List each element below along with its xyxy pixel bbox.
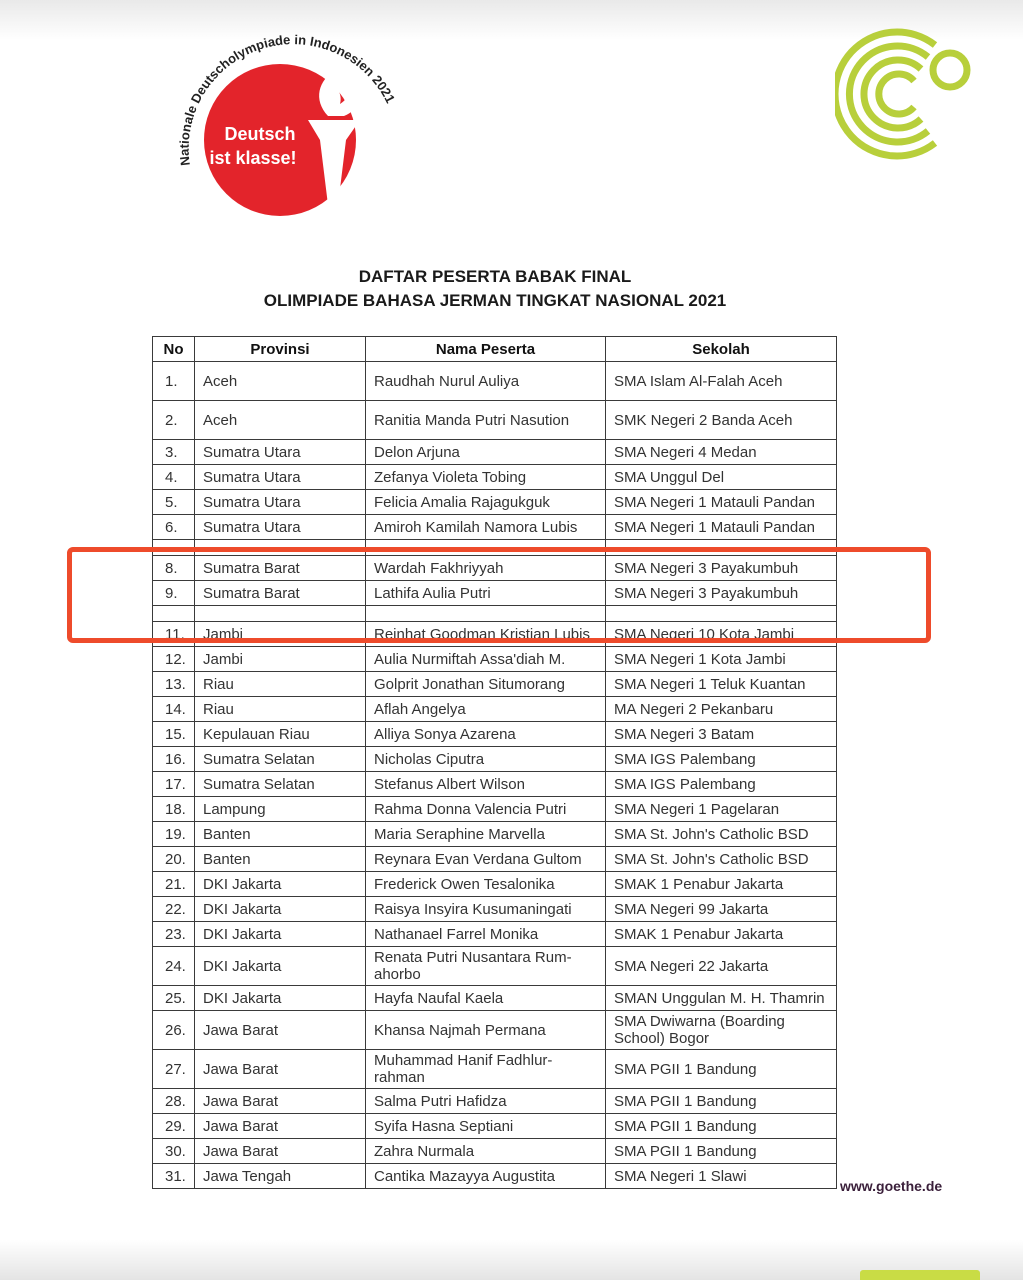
header-nama: Nama Peserta (366, 337, 606, 362)
table-row (153, 947, 837, 986)
table-row (153, 490, 837, 515)
table-row (153, 697, 837, 722)
cell-nama: Syifa Hasna Septiani (366, 1114, 606, 1139)
cell-provinsi: Banten (195, 847, 366, 872)
cell-provinsi: DKI Jakarta (195, 986, 366, 1011)
cell-provinsi: Jawa Barat (195, 1089, 366, 1114)
title-line-1: DAFTAR PESERTA BABAK FINAL (358, 267, 632, 286)
cell-sekolah: SMA PGII 1 Bandung (606, 1114, 837, 1139)
table-row (153, 897, 837, 922)
cell-provinsi: Sumatra Selatan (195, 747, 366, 772)
table-row (153, 1139, 837, 1164)
cell-provinsi: Jawa Barat (195, 1050, 366, 1089)
cell-nama: Salma Putri Hafidza (366, 1089, 606, 1114)
header-no: No (153, 337, 195, 362)
cell-no: 21. (153, 872, 195, 897)
cell-nama: Raudhah Nurul Auliya (366, 362, 606, 401)
cell-nama: Reinhat Goodman Kristian Lubis (366, 622, 606, 647)
cell-nama: Aulia Nurmiftah Assa'diah M. (366, 647, 606, 672)
cell-nama: Alliya Sonya Azarena (366, 722, 606, 747)
cell-nama: Ranitia Manda Putri Nasution (366, 401, 606, 440)
bottom-logo-strip (860, 1270, 980, 1280)
table-row (153, 1050, 837, 1089)
cell-provinsi: Jawa Barat (195, 1114, 366, 1139)
table-row (153, 797, 837, 822)
cell-nama: Cantika Mazayya Augustita (366, 1164, 606, 1189)
cell-sekolah: MA Negeri 2 Pekanbaru (606, 697, 837, 722)
cell-provinsi: Aceh (195, 362, 366, 401)
cell-no: 30. (153, 1139, 195, 1164)
header-sekolah: Sekolah (606, 337, 837, 362)
cell-no: 29. (153, 1114, 195, 1139)
logo-slogan-line1: Deutsch (224, 124, 296, 144)
cell-no: 24. (153, 947, 195, 986)
cell-sekolah: SMA PGII 1 Bandung (606, 1139, 837, 1164)
table-row (153, 515, 837, 540)
cell-sekolah: SMA St. John's Catholic BSD (606, 847, 837, 872)
cell-nama: Lathifa Aulia Putri (366, 581, 606, 606)
table-row (153, 440, 837, 465)
cell-no: 25. (153, 986, 195, 1011)
cell-no: 1. (153, 362, 195, 401)
logo-arc-text: Nationale Deutscholympiade in Indonesien 2021 (176, 32, 399, 167)
cell-sekolah: SMAK 1 Penabur Jakarta (606, 872, 837, 897)
cell-provinsi: Banten (195, 822, 366, 847)
table-row (153, 772, 837, 797)
header-provinsi: Provinsi (195, 337, 366, 362)
cell-sekolah: SMA Negeri 10 Kota Jambi (606, 622, 837, 647)
cell-sekolah: SMA Negeri 1 Teluk Kuantan (606, 672, 837, 697)
cell-sekolah: SMA St. John's Catholic BSD (606, 822, 837, 847)
table-row (153, 847, 837, 872)
cell-sekolah: SMA PGII 1 Bandung (606, 1050, 837, 1089)
cell-nama: Nathanael Farrel Monika (366, 922, 606, 947)
cell-nama: Nicholas Ciputra (366, 747, 606, 772)
cell-no: 26. (153, 1011, 195, 1050)
cell-nama: Stefanus Albert Wilson (366, 772, 606, 797)
goethe-website-link[interactable]: www.goethe.de (840, 1178, 943, 1194)
cell-no: 13. (153, 672, 195, 697)
cell-nama: Zahra Nurmala (366, 1139, 606, 1164)
cell-no: 3. (153, 440, 195, 465)
cell-sekolah: SMA Negeri 3 Payakumbuh (606, 581, 837, 606)
table-row (153, 1114, 837, 1139)
table-row (153, 1089, 837, 1114)
cell-no: 9. (153, 581, 195, 606)
cell-sekolah: SMA Negeri 1 Slawi (606, 1164, 837, 1189)
cell-nama: Muhammad Hanif Fadhlur-rahman (366, 1050, 606, 1089)
table-row (153, 986, 837, 1011)
cell-provinsi: Lampung (195, 797, 366, 822)
cell-provinsi: Jawa Tengah (195, 1164, 366, 1189)
cell-nama: Amiroh Kamilah Namora Lubis (366, 515, 606, 540)
cell-nama: Maria Seraphine Marvella (366, 822, 606, 847)
cell-sekolah: SMA Unggul Del (606, 465, 837, 490)
cell-nama: Felicia Amalia Rajagukguk (366, 490, 606, 515)
cell-provinsi: Sumatra Selatan (195, 772, 366, 797)
cell-sekolah: SMA PGII 1 Bandung (606, 1089, 837, 1114)
cell-no: 19. (153, 822, 195, 847)
cell-nama: Delon Arjuna (366, 440, 606, 465)
cell-provinsi: Riau (195, 672, 366, 697)
cell-no: 11. (153, 622, 195, 647)
table-row (153, 1011, 837, 1050)
cell-no: 15. (153, 722, 195, 747)
cell-provinsi: Sumatra Utara (195, 515, 366, 540)
cell-provinsi: Sumatra Utara (195, 440, 366, 465)
cell-nama: Wardah Fakhriyyah (366, 556, 606, 581)
table-row (153, 822, 837, 847)
cell-provinsi: Sumatra Barat (195, 556, 366, 581)
table-row (153, 872, 837, 897)
cell-no: 12. (153, 647, 195, 672)
cell-provinsi: Sumatra Utara (195, 490, 366, 515)
cell-no: 27. (153, 1050, 195, 1089)
cell-provinsi: Sumatra Barat (195, 581, 366, 606)
cell-provinsi: DKI Jakarta (195, 897, 366, 922)
cell-provinsi: DKI Jakarta (195, 872, 366, 897)
cell-nama: Zefanya Violeta Tobing (366, 465, 606, 490)
cell-no: 8. (153, 556, 195, 581)
cell-nama: Reynara Evan Verdana Gultom (366, 847, 606, 872)
cell-no: 22. (153, 897, 195, 922)
cell-no: 4. (153, 465, 195, 490)
table-row (153, 362, 837, 401)
cell-no: 5. (153, 490, 195, 515)
cell-sekolah: SMA Negeri 3 Payakumbuh (606, 556, 837, 581)
cell-sekolah: SMA Negeri 1 Matauli Pandan (606, 490, 837, 515)
cell-no: 14. (153, 697, 195, 722)
cell-sekolah: SMK Negeri 2 Banda Aceh (606, 401, 837, 440)
cell-nama: Khansa Najmah Permana (366, 1011, 606, 1050)
cell-provinsi: Sumatra Utara (195, 465, 366, 490)
cell-sekolah: SMA Negeri 99 Jakarta (606, 897, 837, 922)
cell-no: 17. (153, 772, 195, 797)
cell-provinsi: Kepulauan Riau (195, 722, 366, 747)
participants-table (152, 336, 837, 1189)
cell-sekolah: SMA Negeri 4 Medan (606, 440, 837, 465)
document-title (150, 265, 840, 313)
cell-nama: Hayfa Naufal Kaela (366, 986, 606, 1011)
cell-sekolah: SMA Negeri 22 Jakarta (606, 947, 837, 986)
cell-provinsi: Riau (195, 697, 366, 722)
cell-no: 2. (153, 401, 195, 440)
cell-sekolah: SMA IGS Palembang (606, 747, 837, 772)
table-row (153, 922, 837, 947)
cell-nama: Rahma Donna Valencia Putri (366, 797, 606, 822)
cell-provinsi: Jambi (195, 622, 366, 647)
cell-provinsi: Jawa Barat (195, 1011, 366, 1050)
cell-no: 6. (153, 515, 195, 540)
cell-no: 20. (153, 847, 195, 872)
table-header-row (153, 337, 837, 362)
cell-sekolah: SMA Negeri 1 Matauli Pandan (606, 515, 837, 540)
cell-provinsi: Jawa Barat (195, 1139, 366, 1164)
table-row (153, 722, 837, 747)
cell-nama: Aflah Angelya (366, 697, 606, 722)
highlight-box (67, 547, 931, 643)
table-row (153, 747, 837, 772)
cell-nama: Renata Putri Nusantara Rum-ahorbo (366, 947, 606, 986)
cell-no: 23. (153, 922, 195, 947)
cell-no: 28. (153, 1089, 195, 1114)
cell-provinsi: Jambi (195, 647, 366, 672)
title-line-2: OLIMPIADE BAHASA JERMAN TINGKAT NASIONAL 2021 (263, 291, 727, 310)
cell-provinsi: DKI Jakarta (195, 947, 366, 986)
cell-sekolah: SMA Negeri 1 Pagelaran (606, 797, 837, 822)
cell-sekolah: SMA Dwiwarna (Boarding School) Bogor (606, 1011, 837, 1050)
table-row (153, 647, 837, 672)
table-row (153, 1164, 837, 1189)
cell-sekolah: SMA Negeri 1 Kota Jambi (606, 647, 837, 672)
cell-no: 16. (153, 747, 195, 772)
cell-no: 31. (153, 1164, 195, 1189)
cell-provinsi: Aceh (195, 401, 366, 440)
table-row (153, 672, 837, 697)
cell-provinsi: DKI Jakarta (195, 922, 366, 947)
goethe-institut-logo (835, 25, 985, 170)
cell-nama: Frederick Owen Tesalonika (366, 872, 606, 897)
cell-sekolah: SMA Islam Al-Falah Aceh (606, 362, 837, 401)
table-row (153, 401, 837, 440)
logo-slogan-line2: ist klasse! (209, 148, 297, 168)
cell-sekolah: SMA IGS Palembang (606, 772, 837, 797)
cell-nama: Golprit Jonathan Situmorang (366, 672, 606, 697)
table-row (153, 465, 837, 490)
cell-sekolah: SMAN Unggulan M. H. Thamrin (606, 986, 837, 1011)
cell-sekolah: SMA Negeri 3 Batam (606, 722, 837, 747)
cell-no: 18. (153, 797, 195, 822)
deutscholympiade-logo (168, 20, 418, 225)
cell-sekolah: SMAK 1 Penabur Jakarta (606, 922, 837, 947)
cell-nama: Raisya Insyira Kusumaningati (366, 897, 606, 922)
